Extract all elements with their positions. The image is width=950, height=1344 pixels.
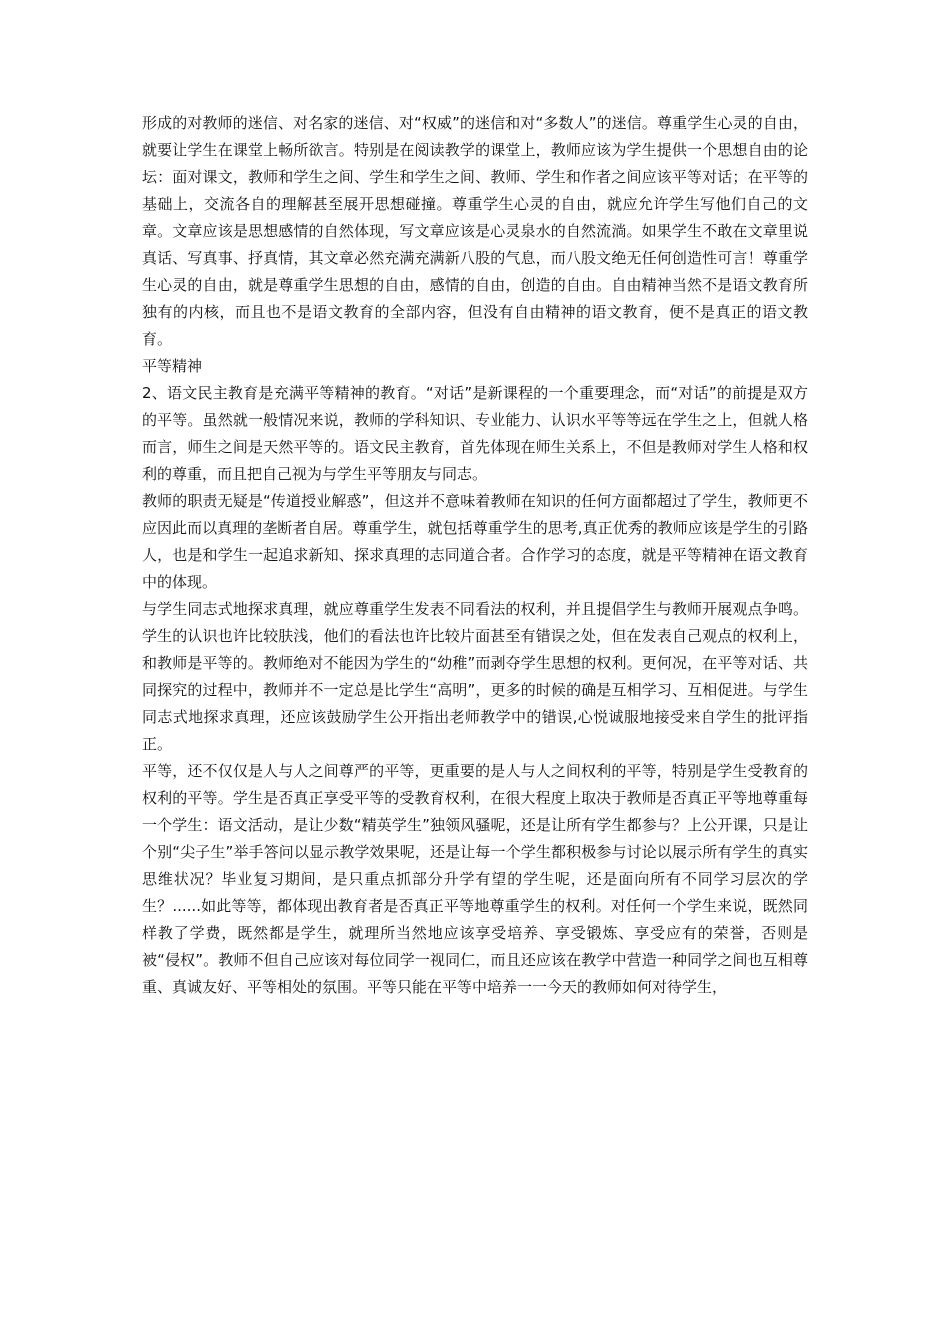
paragraph-equality-intro: 2、语文民主教育是充满平等精神的教育。“对话”是新课程的一个重要理念，而“对话”的前提是双方的平等。虽然就一般情况来说，教师的学科知识、专业能力、认识水平等等远在学生之上，但就人格而言，师生之间是天然平等的。语文民主教育，首先体现在师生关系上，不但是教师对学生人格和权利的尊重，而且把自己视为与学生平等朋友与同志。 (142, 384, 808, 483)
paragraph-equal-rights: 平等，还不仅仅是人与人之间尊严的平等，更重要的是人与人之间权利的平等，特别是学生受教育的权利的平等。学生是否真正享受平等的受教育权利，在很大程度上取决于教师是否真正平等地尊重每一个学生：语文活动，是让少数“精英学生”独领风骚呢，还是让所有学生都参与？上公开课，只是让个别“尖子生”举手答问以显示教学效果呢，还是让每一个学生都积极参与讨论以展示所有学生的真实思维状况？毕业复习期间，是只重点抓部分升学有望的学生呢，还是面向所有不同学习层次的学生？......如此等等，都体现出教育者是否真正平等地尊重学生的权利。对任何一个学生来说，既然同样教了学费，既然都是学生，就理所当然地应该享受培养、享受锻炼、享受应有的荣誉，否则是被“侵权”。教师不但自己应该对每位同学一视同仁，而且还应该在教学中营造一种同学之间也互相尊重、真诚友好、平等相处的氛围。平等只能在平等中培养一一今天的教师如何对待学生， (142, 762, 808, 996)
paragraph-pursuit-of-truth: 与学生同志式地探求真理，就应尊重学生发表不同看法的权利，并且提倡学生与教师开展观点争鸣。学生的认识也许比较肤浅，他们的看法也许比较片面甚至有错误之处，但在发表自己观点的权利上，和教师是平等的。教师绝对不能因为学生的“幼稚”而剥夺学生思想的权利。更何况，在平等对话、共同探究的过程中，教师并不一定总是比学生“高明”，更多的时候的确是互相学习、互相促进。与学生同志式地探求真理，还应该鼓励学生公开指出老师教学中的错误,心悦诚服地接受来自学生的批评指正。 (142, 600, 808, 753)
section-heading-equality: 平等精神 (142, 357, 203, 375)
paragraph-teacher-role: 教师的职责无疑是“传道授业解惑”，但这并不意味着教师在知识的任何方面都超过了学生，教师更不应因此而以真理的垄断者自居。尊重学生，就包括尊重学生的思考,真正优秀的教师应该是学生的引路人，也是和学生一起追求新知、探求真理的志同道合者。合作学习的态度，就是平等精神在语文教育中的体现。 (142, 492, 808, 591)
document-page (142, 110, 808, 1001)
paragraph-freedom-conclusion: 形成的对教师的迷信、对名家的迷信、对“权威”的迷信和对“多数人”的迷信。尊重学生心灵的自由，就要让学生在课堂上畅所欲言。特别是在阅读教学的课堂上，教师应该为学生提供一个思想自由的论坛：面对课文，教师和学生之间、学生和学生之间、教师、学生和作者之间应该平等对话；在平等的基础上，交流各自的理解甚至展开思想碰撞。尊重学生心灵的自由，就应允许学生写他们自己的文章。文章应该是思想感情的自然体现，写文章应该是心灵泉水的自然流淌。如果学生不敢在文章里说真话、写真事、抒真情，其文章必然充满充满新八股的气息，而八股文绝无任何创造性可言！尊重学生心灵的自由，就是尊重学生思想的自由，感情的自由，创造的自由。自由精神当然不是语文教育所独有的内核，而且也不是语文教育的全部内容，但没有自由精神的语文教育，便不是真正的语文教育。 (142, 114, 808, 348)
